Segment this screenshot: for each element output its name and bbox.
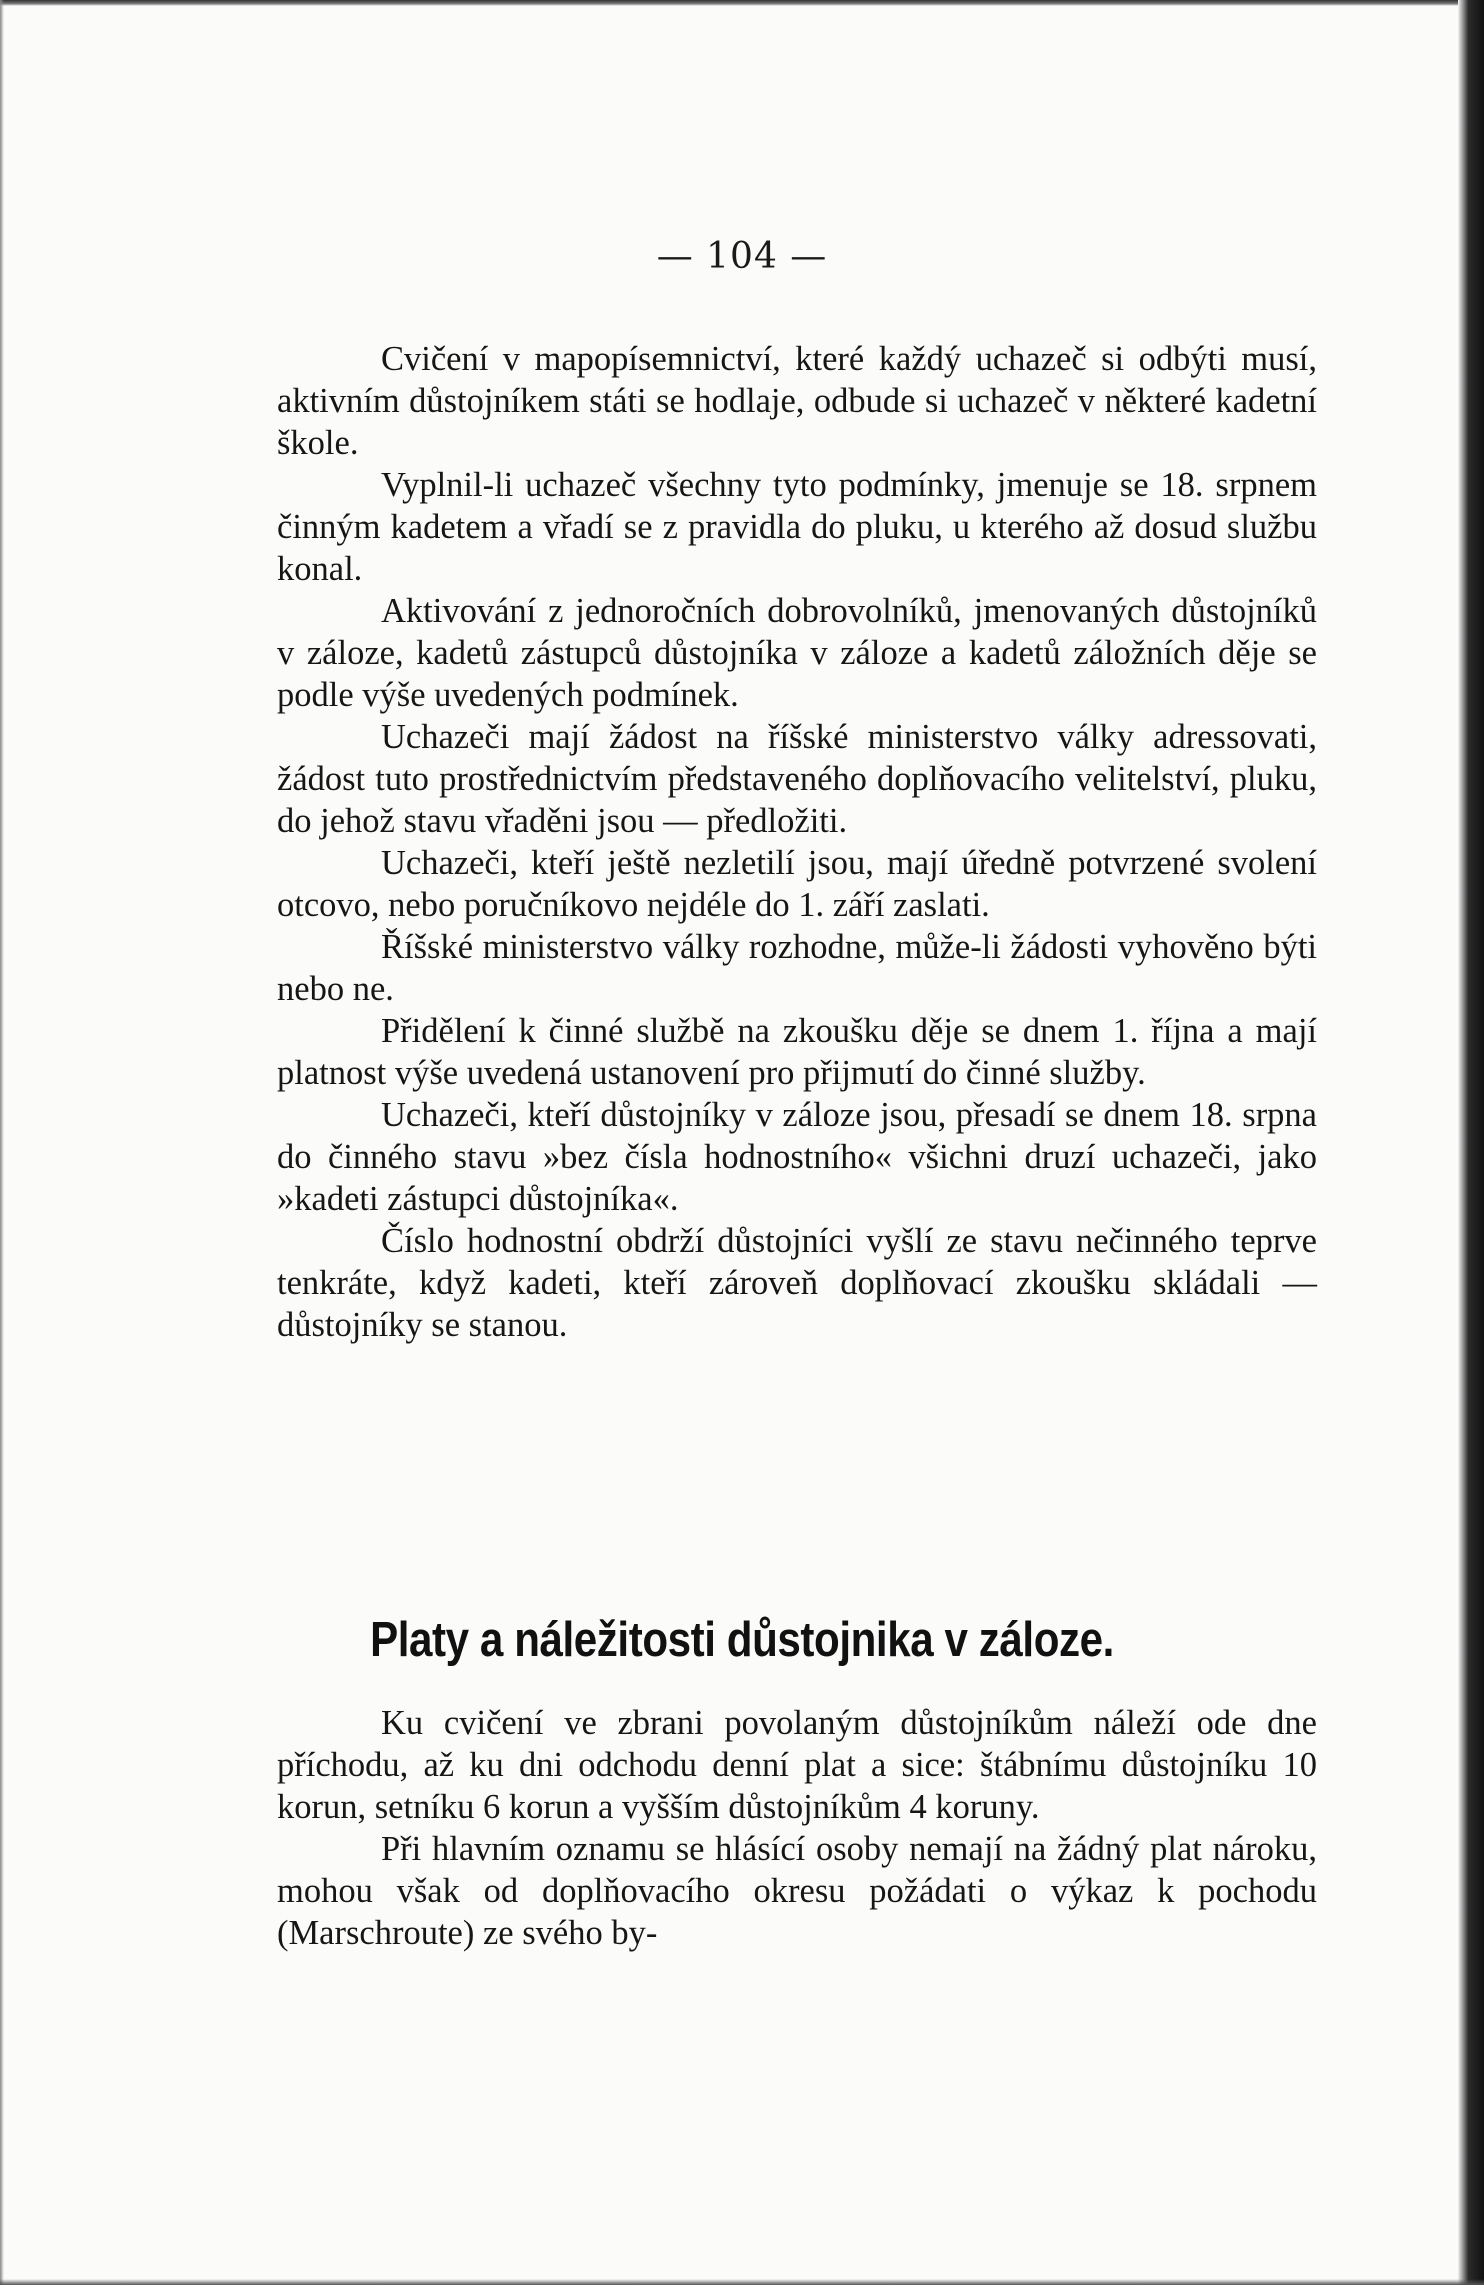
section-heading: Platy a náležitosti důstojnika v záloze. — [370, 1613, 1114, 1667]
paragraph: Říšské ministerstvo války rozhodne, může-li žádosti vyhověno býti nebo ne. — [277, 928, 1317, 1008]
paragraph: Přidělení k činné službě na zkoušku děje se dnem 1. října a mají platnost výše uvedená ustanovení pro přijmutí do činné služby. — [277, 1012, 1317, 1092]
body-text — [277, 338, 1317, 1346]
paragraph: Aktivování z jednoročních dobrovolníků, jmenovaných důstojníků v záloze, kadetů zástupců důstojníka v záloze a kadetů záložních děje se podle výše uvedených podmínek. — [277, 592, 1317, 714]
paragraph: Ku cvičení ve zbrani povolaným důstojníkům náleží ode dne příchodu, až ku dni odchodu denní plat a sice: štábnímu důstojníku 10 korun, setníku 6 korun a vyšším důstojníkům 4 koruny. — [277, 1704, 1317, 1826]
paragraph: Uchazeči, kteří ještě nezletilí jsou, mají úředně potvrzené svolení otcovo, nebo poručníkovo nejdéle do 1. září zaslati. — [277, 844, 1317, 924]
scan-edge-right — [1458, 0, 1484, 2285]
paragraph: Uchazeči mají žádost na říšské ministerstvo války adressovati, žádost tuto prostřednictvím představeného doplňovacího velitelství, pluku, do jehož stavu vřaděni jsou — předložiti. — [277, 718, 1317, 840]
paragraph: Cvičení v mapopísemnictví, které každý uchazeč si odbýti musí, aktivním důstojníkem státi se hodlaje, odbude si uchazeč v některé kadetní škole. — [277, 340, 1317, 462]
page-number: — 104 — — [656, 236, 828, 277]
paragraph: Číslo hodnostní obdrží důstojníci vyšlí ze stavu nečinného teprve tenkráte, když kadeti, kteří zároveň doplňovací zkoušku skládali — důstojníky se stanou. — [277, 1222, 1317, 1344]
section-text — [277, 1702, 1317, 1954]
scan-edge-top — [0, 0, 1484, 6]
paragraph: Při hlavním oznamu se hlásící osoby nemají na žádný plat nároku, mohou však od doplňovacího okresu požádati o výkaz k pochodu (Marschroute) ze svého by- — [277, 1830, 1317, 1952]
paragraph: Vyplnil-li uchazeč všechny tyto podmínky, jmenuje se 18. srpnem činným kadetem a vřadí se z pravidla do pluku, u kterého až dosud službu konal. — [277, 466, 1317, 588]
paragraph: Uchazeči, kteří důstojníky v záloze jsou, přesadí se dnem 18. srpna do činného stavu »bez čísla hodnostního« všichni druzí uchazeči, jako »kadeti zástupci důstojníka«. — [277, 1096, 1317, 1218]
scan-edge-left — [0, 0, 4, 2285]
scan-edge-bottom — [0, 2279, 1484, 2285]
